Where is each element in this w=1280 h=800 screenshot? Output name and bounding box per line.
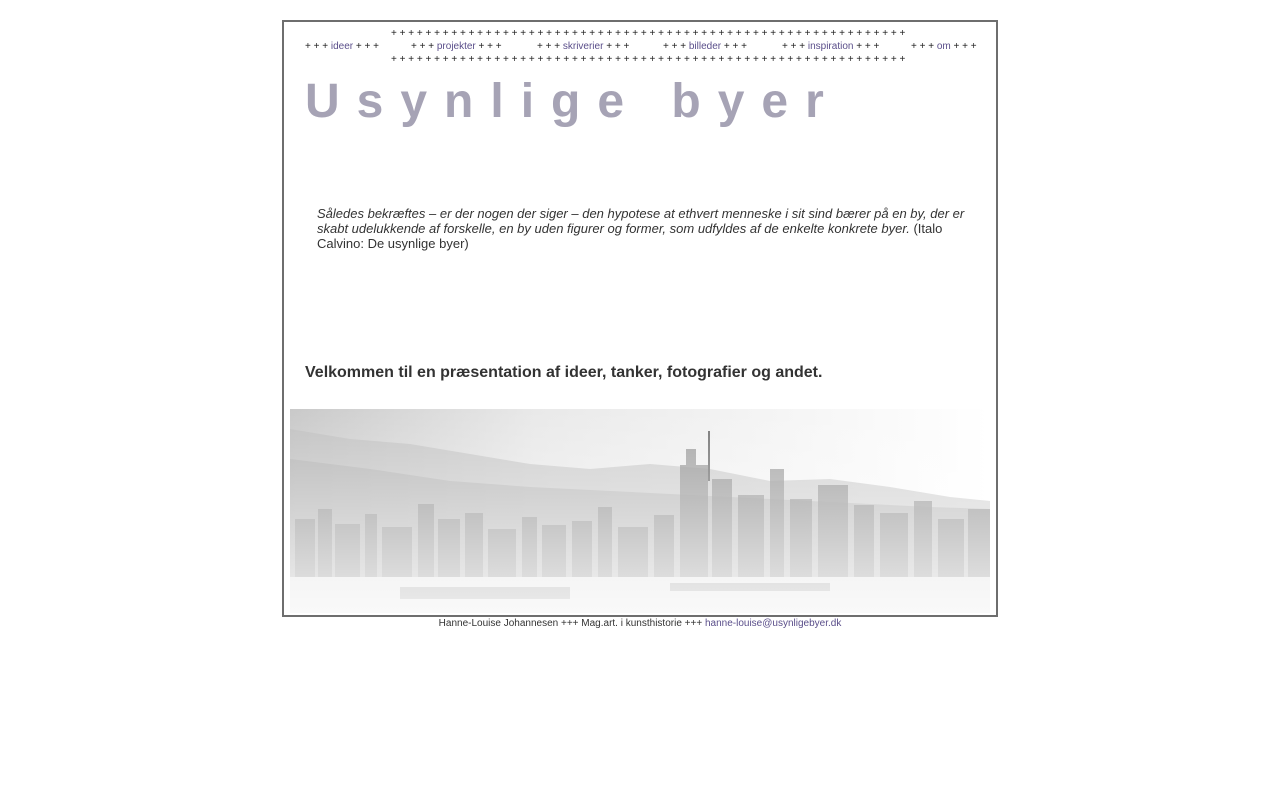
nav-suffix: + + + — [856, 41, 880, 52]
nav-prefix: + + + — [663, 41, 687, 52]
skyline-svg — [290, 409, 990, 613]
nav-suffix: + + + — [723, 41, 747, 52]
nav-item-projekter — [411, 41, 502, 53]
nav-prefix: + + + — [911, 41, 935, 52]
calvino-quote — [317, 206, 967, 251]
main-nav — [305, 41, 979, 53]
nav-link-inspiration[interactable]: inspiration — [807, 41, 854, 52]
page-frame — [282, 20, 998, 617]
footer — [282, 618, 998, 630]
nav-prefix: + + + — [782, 41, 806, 52]
footer-credit: Hanne-Louise Johannesen +++ Mag.art. i kunsthistorie +++ — [438, 618, 703, 629]
city-skyline-image — [290, 409, 990, 613]
nav-suffix: + + + — [606, 41, 630, 52]
nav-link-ideer[interactable]: ideer — [330, 41, 354, 52]
nav-link-om[interactable]: om — [936, 41, 951, 52]
nav-suffix: + + + — [355, 41, 379, 52]
nav-prefix: + + + — [537, 41, 561, 52]
nav-prefix: + + + — [305, 41, 329, 52]
nav-suffix: + + + — [478, 41, 502, 52]
nav-suffix: + + + — [953, 41, 977, 52]
nav-item-skriverier — [537, 41, 629, 53]
nav-item-ideer — [305, 41, 379, 53]
page-title: Usynlige byer — [305, 75, 841, 128]
nav-item-billeder — [663, 41, 747, 53]
nav-link-projekter[interactable]: projekter — [436, 41, 476, 52]
nav-item-om — [911, 41, 977, 53]
nav-item-inspiration — [782, 41, 879, 53]
welcome-heading: Velkommen til en præsentation af ideer, tanker, fotografier og andet. — [305, 364, 823, 381]
nav-prefix: + + + — [411, 41, 435, 52]
footer-email-link[interactable]: hanne-louise@usynligebyer.dk — [704, 618, 842, 629]
decorative-plus-row-bottom: + + + + + + + + + + + + + + + + + + + + + + + + + + + + + + + + + + + + + + + + + + + + + + + + + + + + + + + + + + + + — [391, 54, 906, 65]
nav-link-skriverier[interactable]: skriverier — [562, 41, 604, 52]
decorative-plus-row-top: + + + + + + + + + + + + + + + + + + + + + + + + + + + + + + + + + + + + + + + + + + + + + + + + + + + + + + + + + + + + — [391, 28, 906, 39]
quote-source: (Italo Calvino: De usynlige byer) — [317, 221, 943, 251]
quote-text: Således bekræftes – er der nogen der siger – den hypotese at ethvert menneske i sit sind bærer på en by, der er skabt udelukkende af forskelle, en by uden figurer og former, som udfyldes af de enkelte konkrete byer. — [317, 206, 965, 236]
nav-link-billeder[interactable]: billeder — [688, 41, 722, 52]
